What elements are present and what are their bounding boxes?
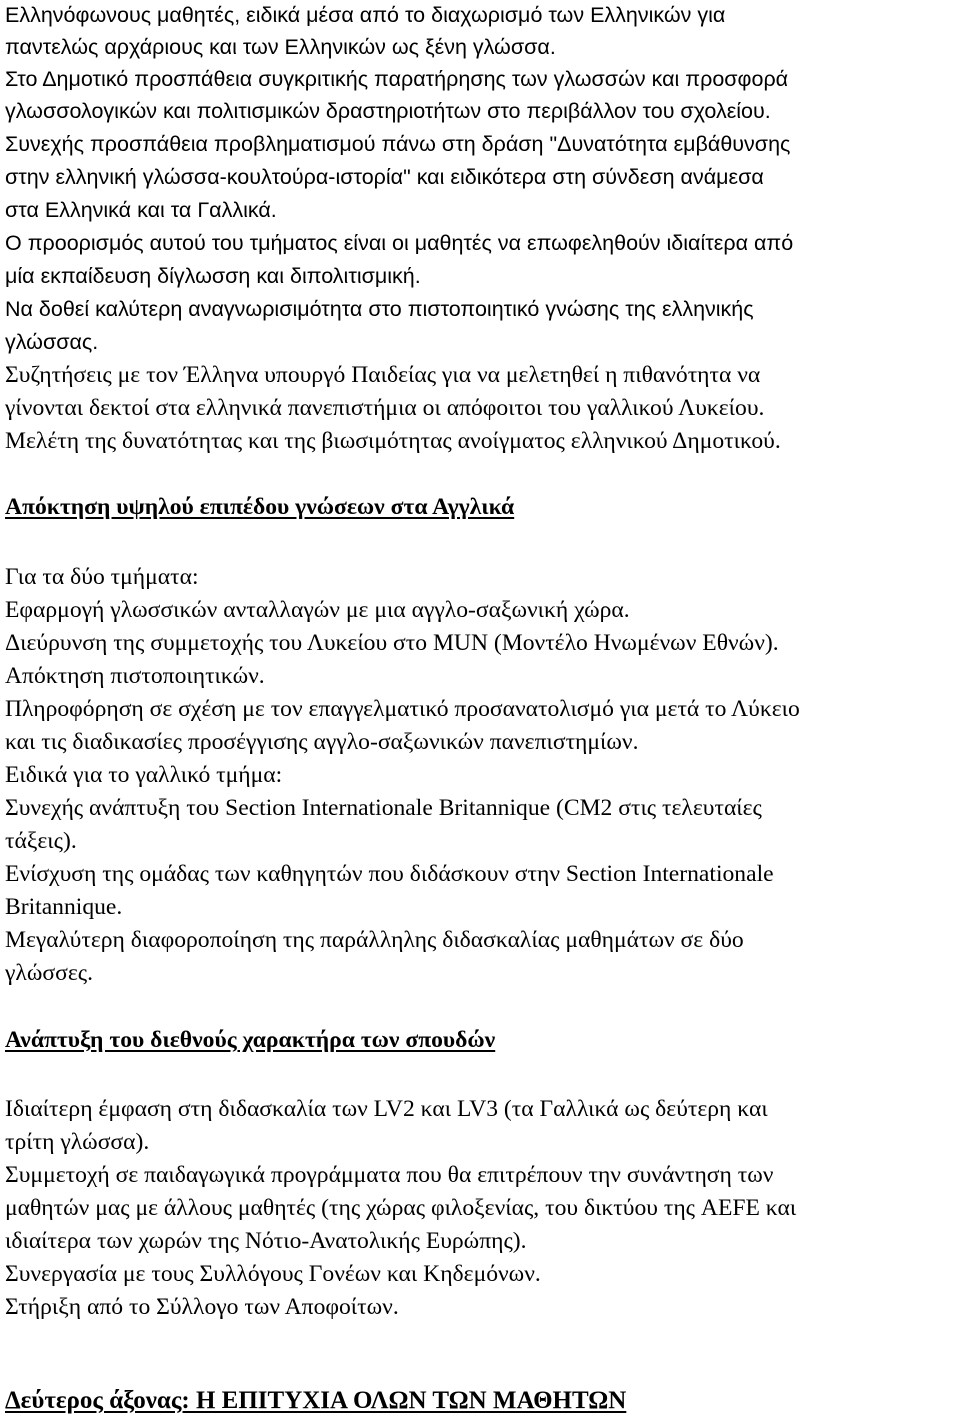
text-line: Απόκτηση πιστοποιητικών.: [5, 663, 265, 689]
text-line: Britannique.: [5, 894, 123, 920]
text-line: τρίτη γλώσσα).: [5, 1129, 150, 1155]
text-line: στα Ελληνικά και τα Γαλλικά.: [5, 198, 277, 222]
text-line: Διεύρυνση της συμμετοχής του Λυκείου στο MUN (Μοντέλο Ηνωμένων Εθνών).: [5, 630, 779, 656]
text-line: και τις διαδικασίες προσέγγισης αγγλο-σαξωνικών πανεπιστημίων.: [5, 729, 639, 755]
text-line: γλώσσες.: [5, 960, 93, 986]
text-line: Για τα δύο τμήματα:: [5, 564, 199, 590]
text-line: μαθητών μας με άλλους μαθητές (της χώρας φιλοξενίας, του δικτύου της AEFE και: [5, 1195, 797, 1221]
text-line: Εφαρμογή γλωσσικών ανταλλαγών με μια αγγλο-σαξωνική χώρα.: [5, 597, 630, 623]
text-line: γλωσσολογικών και πολιτισμικών δραστηριοτήτων στο περιβάλλον του σχολείου.: [5, 99, 771, 123]
text-line: Συνεχής προσπάθεια προβληματισμού πάνω στη δράση "Δυνατότητα εμβάθυνσης: [5, 132, 791, 156]
text-line: Μεγαλύτερη διαφοροποίηση της παράλληλης διδασκαλίας μαθημάτων σε δύο: [5, 927, 744, 953]
text-line: Ιδιαίτερη έμφαση στη διδασκαλία των LV2 και LV3 (τα Γαλλικά ως δεύτερη και: [5, 1096, 768, 1122]
text-line: στην ελληνική γλώσσα-κουλτούρα-ιστορία" και ειδικότερα στη σύνδεση ανάμεσα: [5, 165, 764, 189]
text-line: μία εκπαίδευση δίγλωσση και διπολιτισμική.: [5, 264, 421, 288]
section-heading: Απόκτηση υψηλού επιπέδου γνώσεων στα Αγγλικά: [5, 494, 515, 520]
text-line: Ειδικά για το γαλλικό τμήμα:: [5, 762, 283, 788]
text-line: ιδιαίτερα των χωρών της Νότιο-Ανατολικής Ευρώπης).: [5, 1228, 527, 1254]
text-line: Συζητήσεις με τον Έλληνα υπουργό Παιδείας για να μελετηθεί η πιθανότητα να: [5, 362, 761, 388]
text-line: Ο προορισμός αυτού του τμήματος είναι οι μαθητές να επωφεληθούν ιδιαίτερα από: [5, 231, 794, 255]
text-line: Να δοθεί καλύτερη αναγνωρισιμότητα στο πιστοποιητικό γνώσης της ελληνικής: [5, 297, 754, 321]
text-line: Συμμετοχή σε παιδαγωγικά προγράμματα που θα επιτρέπουν την συνάντηση των: [5, 1162, 774, 1188]
text-line: παντελώς αρχάριους και των Ελληνικών ως ξένη γλώσσα.: [5, 35, 556, 59]
section-heading: Ανάπτυξη του διεθνούς χαρακτήρα των σπουδών: [5, 1027, 496, 1053]
text-line: Στο Δημοτικό προσπάθεια συγκριτικής παρατήρησης των γλωσσών και προσφορά: [5, 67, 789, 91]
text-line: Ελληνόφωνους μαθητές, ειδικά μέσα από το διαχωρισμό των Ελληνικών για: [5, 3, 726, 27]
text-line: Συνεχής ανάπτυξη του Section Internationale Britannique (CM2 στις τελευταίες: [5, 795, 762, 821]
text-line: γλώσσας.: [5, 330, 99, 354]
text-line: γίνονται δεκτοί στα ελληνικά πανεπιστήμια οι απόφοιτοι του γαλλικού Λυκείου.: [5, 395, 765, 421]
text-line: Πληροφόρηση σε σχέση με τον επαγγελματικό προσανατολισμό για μετά το Λύκειο: [5, 696, 800, 722]
text-line: Συνεργασία με τους Συλλόγους Γονέων και Κηδεμόνων.: [5, 1261, 541, 1287]
axis-heading: Δεύτερος άξονας: Η ΕΠΙΤΥΧΙΑ ΟΛΩΝ ΤΩΝ ΜΑΘΗΤΩΝ: [5, 1387, 627, 1414]
text-line: Μελέτη της δυνατότητας και της βιωσιμότητας ανοίγματος ελληνικού Δημοτικού.: [5, 428, 781, 454]
text-line: Ενίσχυση της ομάδας των καθηγητών που διδάσκουν στην Section Internationale: [5, 861, 774, 887]
text-line: τάξεις).: [5, 828, 77, 854]
text-line: Στήριξη από το Σύλλογο των Αποφοίτων.: [5, 1294, 399, 1320]
